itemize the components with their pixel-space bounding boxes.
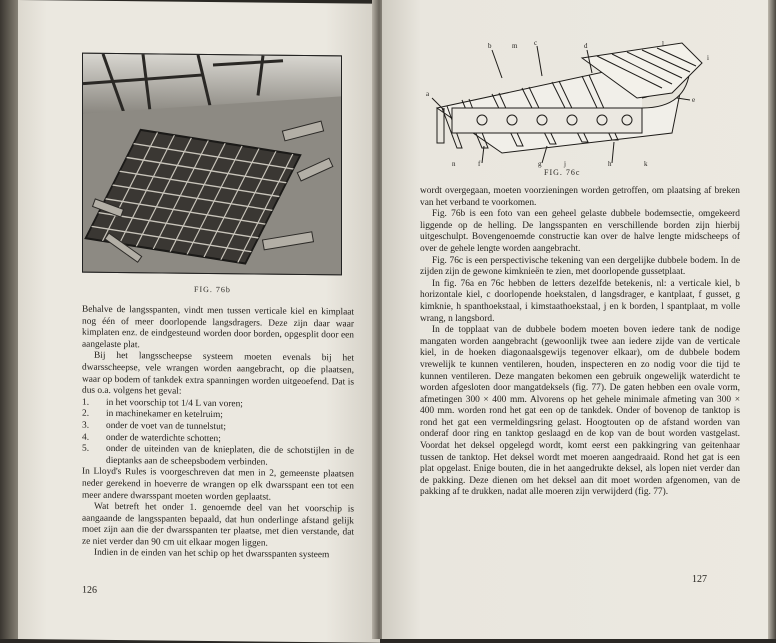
paragraph: Indien in de einden van het schip op het dwarsspanten systeem bbox=[94, 548, 330, 561]
figure-caption: FIG. 76c bbox=[544, 168, 581, 177]
figure-label: k bbox=[644, 160, 648, 168]
figure-label: j bbox=[564, 160, 566, 168]
left-page bbox=[18, 0, 380, 643]
figure-label: f bbox=[478, 160, 481, 168]
list-item: 4. onder de waterdichte schotten; bbox=[82, 432, 221, 444]
right-page bbox=[382, 0, 770, 639]
paragraph: Fig. 76c is een perspectivische tekening van een dergelijke dubbele bodem. In de zijden zijn de gewone kimknieën te zien, met doorlopende gussetplaat. bbox=[420, 255, 740, 278]
figure-label: l bbox=[662, 40, 664, 48]
wrang-locations-list bbox=[82, 397, 354, 469]
photo-caption: FIG. 76b bbox=[194, 284, 231, 295]
double-bottom-perspective-drawing bbox=[422, 38, 722, 168]
list-item: 2. in machinekamer en ketelruim; bbox=[82, 409, 223, 421]
book-edge-left bbox=[0, 0, 20, 639]
page-number-left: 126 bbox=[82, 584, 97, 596]
list-item: 3. onder de voet van de tunnelstut; bbox=[82, 420, 227, 433]
figure-label: a bbox=[426, 90, 430, 98]
figure-label: d bbox=[584, 42, 588, 50]
figure-label: h bbox=[608, 160, 612, 168]
paragraph: wordt overgegaan, moeten voorzieningen worden getroffen, om plaatsing af breken van het verband te voorkomen. bbox=[420, 186, 740, 208]
left-body-text bbox=[82, 305, 354, 563]
paragraph: Wat betreft het onder 1. genoemde deel van het voorschip is aangaande de langsspanten bepaald, dat hun onderlinge afstand gelijk moet zijn aan die der dwarsspanten ter plaatse, met dien verstande, dat ze niet verder dan 90 cm uit elkaar mogen liggen. bbox=[82, 501, 354, 549]
paragraph: Fig. 76b is een foto van een geheel gelaste dubbele bodemsectie, omgekeerd liggende op de helling. De langsspanten en verschillende borden zijn hierbij uitgeschulpt. Bovengenoemde constructie kan over de halve lengte midscheeps of over de gehele lengte worden aangebracht. bbox=[420, 209, 740, 254]
paragraph: Behalve de langsspanten, vindt men tussen verticale kiel en kimplaat nog één of meer doorlopende langsdragers. Deze zijn daar waar kimplaten enz. de eindgesteund worden door borden, opgesplit door een aangelaste plat. bbox=[82, 304, 354, 351]
figure-label: c bbox=[534, 39, 538, 47]
paragraph: Bij het langsscheepse systeem moeten evenals bij het dwarsscheepse, vele wrangen worden aangebracht, op die plaatsen, waar op bodem of tankdek extra spanningen worden uitgeoefend. Dat is dus o.a. volgens het geval: bbox=[82, 351, 354, 397]
paragraph: In fig. 76a en 76c hebben de letters dezelfde betekenis, nl: a verticale kiel, b horizontale kiel, c doorlopende hoekstalen, d langsdrager, e kantplaat, f gusset, g kimknie, h spanthoekstaal, i kimstaathoekstaal, j en k borden, l spantplaat, m volle wrang, n langsbord. bbox=[420, 278, 740, 324]
list-item: 5. onder de uiteinden van de knieplaten, die de schotstijlen in de dieptanks aan de scheepsbodem verbinden. bbox=[82, 443, 354, 468]
figure-label: n bbox=[452, 160, 456, 168]
page-number-right: 127 bbox=[692, 574, 707, 585]
figure-label: b bbox=[488, 42, 492, 50]
figure-label: m bbox=[512, 42, 518, 50]
paragraph: In Lloyd's Rules is voorgeschreven dat men in 2, gemeenste plaatsen neder gerekend in hoeverre de wrangen op elk dwarsspant een tot een meer andere dwarsspant moeten worden geplaatst. bbox=[82, 466, 354, 503]
technical-drawing bbox=[422, 38, 722, 168]
figure-label: g bbox=[538, 160, 542, 168]
paragraph: In de topplaat van de dubbele bodem moeten boven iedere tank de nodige mangaten worden aangebracht (gewoonlijk twee aan iedere zijde van de verticale kiel, in de hoeken diagonaalsgewijs tegenover elkaar), om de dubbele bodem vrewelijk te kunnen ventileren, houden, inspecteren en zo nodig voor die tijd te kunnen ventileren. Deze mangaten bekomen een gebruik ongewelijk waterdicht te worden afgesloten door mangatdeksels (fig. 77). De gaten hebben een ovale vorm, afmetingen 300 × 400 mm. Alvorens op het gehele minimale afmeting van 300 × 400 mm. worden rond het gat een op de tankdek. Onder of bovenop de tanktop is rond het gat een vermeldingsring gelast. Hoogtouten op de afstand worden van onderaf door ring en tanktop geslaagd en de kop van de bout worden vastgelast. Voordat het deksel opgelegd wordt, komt eerst een pakkingring van geitenhaar tussen de tanktop. Het deksel wordt met moeren aangedraaid. Rond het gat is een plat opgelast. Enige bouten, die in het aangedrukte deksel, als lopen niet verder dan de pakking. Deze dienen om het deksel aan dit moet worden afgenomen, van de pakking af te drukken, nadat alle moeren zijn verwijderd (fig. 77). bbox=[420, 325, 740, 498]
figure-label: e bbox=[692, 96, 696, 104]
book-edge-right bbox=[768, 0, 776, 639]
list-item: 1. in het voorschip tot 1/4 L van voren; bbox=[82, 397, 243, 410]
right-body-text bbox=[420, 186, 740, 499]
photo-illustration bbox=[83, 54, 341, 275]
figure-label: i bbox=[707, 54, 709, 62]
ship-bottom-section-photo bbox=[82, 53, 342, 276]
